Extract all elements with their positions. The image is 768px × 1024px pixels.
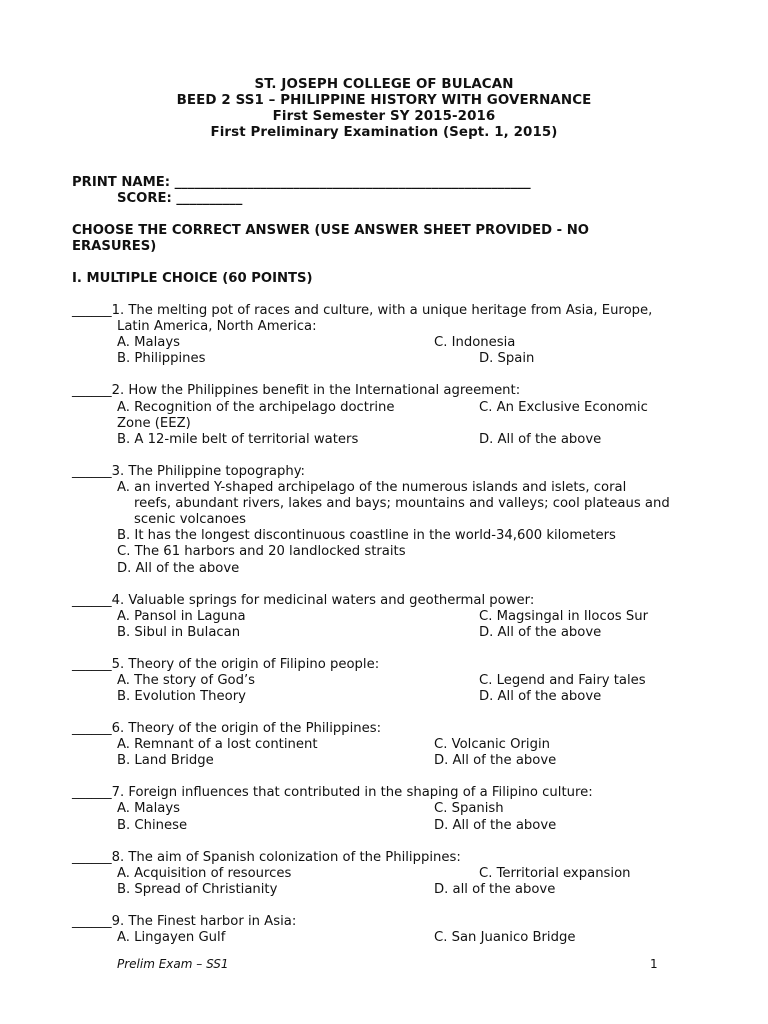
choice-b: B. Chinese bbox=[117, 818, 188, 833]
choice-a-cont: scenic volcanoes bbox=[134, 512, 246, 527]
question-stem: ______2. How the Philippines benefit in the International agreement: bbox=[72, 383, 521, 398]
choice-c: C. Legend and Fairy tales bbox=[479, 673, 646, 688]
choice-c: C. Territorial expansion bbox=[479, 866, 631, 881]
choice-a: A. Lingayen Gulf bbox=[117, 930, 226, 945]
instructions-line2: ERASURES) bbox=[72, 239, 157, 254]
choice-b: B. Land Bridge bbox=[117, 753, 214, 768]
choice-d: D. all of the above bbox=[434, 882, 556, 897]
choice-b: B. Evolution Theory bbox=[117, 689, 246, 704]
semester: First Semester SY 2015-2016 bbox=[272, 109, 496, 124]
choice-d: D. All of the above bbox=[479, 689, 602, 704]
choice-b: B. Sibul in Bulacan bbox=[117, 625, 241, 640]
choice-a: A. an inverted Y-shaped archipelago of the numerous islands and islets, coral bbox=[117, 480, 627, 495]
choice-b: B. A 12-mile belt of territorial waters bbox=[117, 432, 359, 447]
choice-a: A. Remnant of a lost continent bbox=[117, 737, 318, 752]
choice-d: D. All of the above bbox=[479, 625, 602, 640]
choice-b: B. Spread of Christianity bbox=[117, 882, 278, 897]
page-number: 1 bbox=[650, 957, 658, 971]
question-stem: ______7. Foreign influences that contributed in the shaping of a Filipino culture: bbox=[72, 785, 593, 800]
question-stem: ______8. The aim of Spanish colonization of the Philippines: bbox=[72, 850, 461, 865]
choice-b: B. It has the longest discontinuous coastline in the world-34,600 kilometers bbox=[117, 528, 616, 543]
choice-c: C. An Exclusive Economic bbox=[479, 400, 648, 415]
section-title: I. MULTIPLE CHOICE (60 POINTS) bbox=[72, 271, 313, 286]
question-stem: ______5. Theory of the origin of Filipino people: bbox=[72, 657, 380, 672]
question-stem: ______6. Theory of the origin of the Philippines: bbox=[72, 721, 382, 736]
question-stem: ______9. The Finest harbor in Asia: bbox=[72, 914, 297, 929]
choice-a: A. Malays bbox=[117, 335, 181, 350]
exam-title: First Preliminary Examination (Sept. 1, 2015) bbox=[210, 125, 558, 140]
choice-c: C. San Juanico Bridge bbox=[434, 930, 576, 945]
question-stem-cont: Latin America, North America: bbox=[117, 319, 317, 334]
choice-c: C. Indonesia bbox=[434, 335, 516, 350]
choice-a: A. Malays bbox=[117, 801, 181, 816]
question-stem: ______3. The Philippine topography: bbox=[72, 464, 305, 479]
choice-d: D. All of the above bbox=[434, 818, 557, 833]
choice-a: A. Acquisition of resources bbox=[117, 866, 292, 881]
choice-d: D. All of the above bbox=[117, 561, 240, 576]
footer-label: Prelim Exam – SS1 bbox=[117, 957, 229, 971]
course-title: BEED 2 SS1 – PHILIPPINE HISTORY WITH GOVERNANCE bbox=[176, 93, 592, 108]
choice-c: C. The 61 harbors and 20 landlocked straits bbox=[117, 544, 406, 559]
choice-c-cont: Zone (EEZ) bbox=[117, 416, 191, 431]
choice-a-cont: reefs, abundant rivers, lakes and bays; mountains and valleys; cool plateaus and bbox=[134, 496, 670, 511]
choice-b: B. Philippines bbox=[117, 351, 206, 366]
question-stem: ______4. Valuable springs for medicinal waters and geothermal power: bbox=[72, 593, 535, 608]
choice-d: D. All of the above bbox=[479, 432, 602, 447]
choice-d: D. All of the above bbox=[434, 753, 557, 768]
choice-c: C. Magsingal in Ilocos Sur bbox=[479, 609, 648, 624]
instructions-line1: CHOOSE THE CORRECT ANSWER (USE ANSWER SHEET PROVIDED - NO bbox=[72, 223, 589, 238]
choice-c: C. Volcanic Origin bbox=[434, 737, 550, 752]
choice-d: D. Spain bbox=[479, 351, 535, 366]
choice-c: C. Spanish bbox=[434, 801, 504, 816]
score-field: SCORE: __________ bbox=[117, 191, 243, 206]
choice-a: A. Pansol in Laguna bbox=[117, 609, 246, 624]
choice-a: A. The story of God’s bbox=[117, 673, 256, 688]
print-name-field: PRINT NAME: ______________________________________________________ bbox=[72, 175, 531, 190]
choice-a: A. Recognition of the archipelago doctrine bbox=[117, 400, 395, 415]
school-name: ST. JOSEPH COLLEGE OF BULACAN bbox=[254, 77, 514, 92]
question-stem: ______1. The melting pot of races and culture, with a unique heritage from Asia, Europe, bbox=[72, 303, 653, 318]
